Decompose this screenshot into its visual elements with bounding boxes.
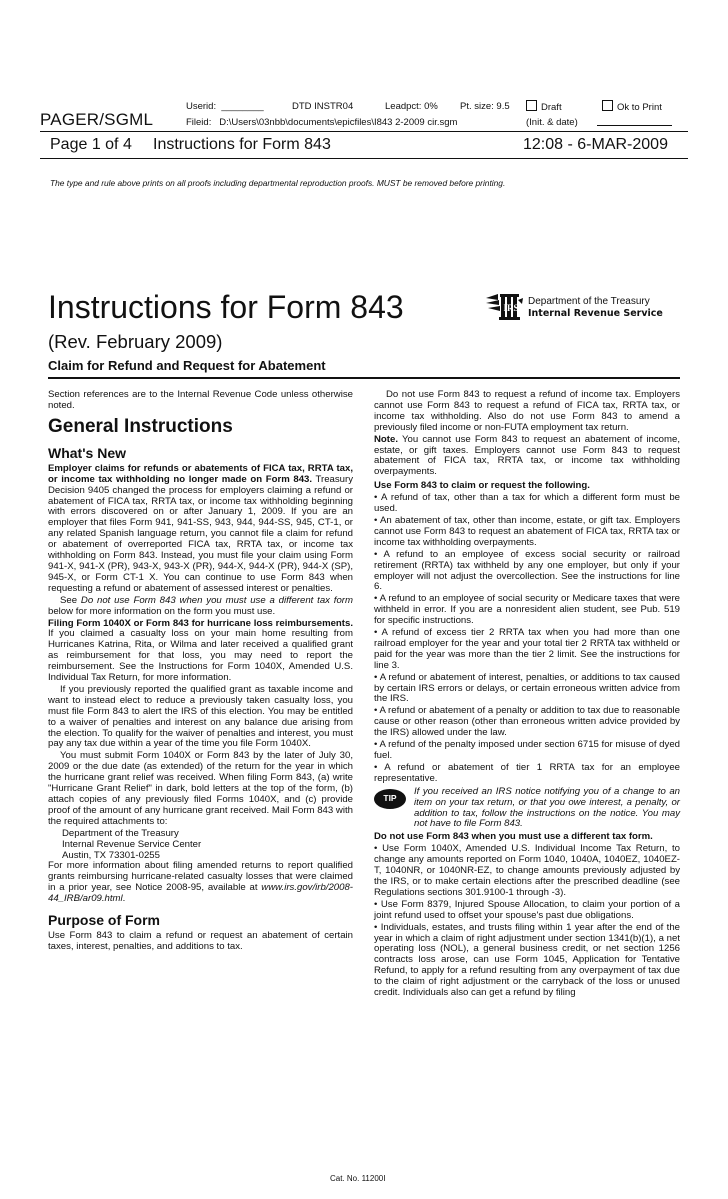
userid: Userid: ________ — [186, 101, 264, 112]
doc-name: Instructions for Form 843 — [153, 136, 331, 153]
list-item: • A refund to an employee of excess social security or railroad retirement (RRTA) tax withheld by any one employer, but only if your employer will not adjust the overcollection. See the instructions for line 6. — [374, 548, 680, 593]
heading-do-not-use: Do not use Form 843 when you must use a different tax form. — [374, 831, 653, 843]
paragraph-note: Note. You cannot use Form 843 to request an abatement of income, estate, or gift taxes. Employers cannot use Form 843 to request abatement of FICA tax, RRTA tax, or income tax withholding overpayments. — [374, 433, 680, 478]
heading-use-form: Use Form 843 to claim or request the following. — [374, 480, 590, 492]
list-item: • A refund or abatement of interest, penalties, or additions to tax caused by certain IRS errors or delays, or certain erroneous written advice from the IRS. — [374, 671, 680, 705]
department-label: Department of the Treasury — [528, 296, 650, 307]
list-item: • A refund of tax, other than a tax for which a different form must be used. — [374, 492, 680, 515]
ptsize-label: Pt. size: 9.5 — [460, 101, 510, 112]
title-rule — [48, 377, 680, 379]
tip-icon: TIP — [374, 789, 406, 809]
list-item: • A refund or abatement of tier 1 RRTA tax for an employee representative. — [374, 761, 680, 784]
form-subtitle: Claim for Refund and Request for Abatement — [48, 358, 326, 373]
heading-whats-new: What's New — [48, 444, 127, 461]
page-title: Instructions for Form 843 — [48, 289, 404, 325]
paragraph-hurricane: Filing Form 1040X or Form 843 for hurricane loss reimbursements. If you claimed a casualty loss on your main home resulting from Hurricanes Katrina, Rita, or Wilma and later received a qualified grant as reimbursement for that loss, you may need to report the reimbursement. See the Instructions for Form 1040X, Amended U.S. Individual Tax Return, for more information. — [48, 617, 353, 684]
fileid: Fileid: D:\Users\03nbb\documents\epicfiles\I843 2-2009 cir.sgm — [186, 117, 458, 128]
left-column — [48, 390, 353, 954]
paragraph-see-below: See Do not use Form 843 when you must use a different tax form below for more information on the form you must use. — [48, 594, 353, 617]
timestamp: 12:08 - 6-MAR-2009 — [523, 136, 668, 153]
list-item: • Use Form 1040X, Amended U.S. Individual Income Tax Return, to change any amounts reported on Form 1040, 1040A, 1040EZ, 1040EZ-T, 1040NR, or 1040NR-EZ, to change amounts previously adjusted by the IRS, or to make certain elections after the prescribed deadline (see Regulations sections 301.9100-1 through -3). — [374, 843, 680, 898]
paragraph-submit-deadline: You must submit Form 1040X or Form 843 by the later of July 30, 2009 or the due date (as extended) of the return for the year in which the hurricane grant relief was received. When filing Form 843, (a) write "Hurricane Grant Relief" in dark, bold letters at the top of the form, (b) attach copies of any previously filed Forms 1040X, and (c) provide proof of the amount of any hurricane grant received. Mail Form 843 with the required attachments to: — [48, 750, 353, 827]
tip-box — [374, 787, 680, 831]
irs-eagle-logo-icon — [484, 292, 524, 327]
address-line: Austin, TX 73301-0255 — [62, 849, 160, 861]
heading-general-instructions: General Instructions — [48, 415, 233, 437]
svg-text:IRS: IRS — [503, 303, 519, 313]
paragraph-purpose: Use Form 843 to claim a refund or request an abatement of certain taxes, interest, penalties, and additions to tax. — [48, 930, 353, 952]
heading-purpose-of-form: Purpose of Form — [48, 912, 161, 929]
paragraph-do-not-use: Do not use Form 843 to request a refund of income tax. Employers cannot use Form 843 to request a refund of FICA tax, RRTA tax, or income tax withholding. Also do not use Form 843 to amend a previously filed income or non-FUTA employment tax return. — [374, 389, 680, 433]
list-item: • A refund of excess tier 2 RRTA tax when you had more than one railroad employer for the year and your total tier 2 RRTA tax withheld or paid for the year was more than the tier 2 limit. See the instructions for line 3. — [374, 627, 680, 671]
list-item: • A refund of the penalty imposed under section 6715 for misuse of dyed fuel. — [374, 739, 680, 761]
paragraph-grant-election: If you previously reported the qualified grant as taxable income and want to instead elect to reduce a previously taken casualty loss, you must file Form 843 to alert the IRS of this election. You may be entitled to a waiver of penalties and interest on any balance due arising from the election. To qualify for the waiver of penalties and interest, you must pay any tax due within a year of the time you file Form 1040X. — [48, 683, 353, 750]
leadpct-label: Leadpct: 0% — [385, 101, 438, 112]
mailing-address — [62, 829, 353, 862]
ok-to-print-checkbox[interactable]: Ok to Print — [602, 100, 662, 113]
tip-text: If you received an IRS notice notifying you of a change to an item on your tax return, or that you owe interest, a penalty, or addition to tax, follow the instructions on the notice. You may not have to file Form 843. — [414, 785, 680, 830]
paragraph-employer-claims: Employer claims for refunds or abatements of FICA tax, RRTA tax, or income tax withholding no longer made on Form 843. Treasury Decision 9405 changed the process for employers claiming a refund or abatement of FICA tax, RRTA tax, or income tax withholding beginning with errors discovered on or after January 1, 2009. If you are an employer that files Form 941, 941-SS, 943, 944, 944-SS, 945, CT-1, or any related Spanish language return, you cannot file a claim for refund or abatement of overreported FICA tax, RRTA tax, or income tax withholding on Form 843. Instead, you must file your claim using Form 941-X, 941-X (PR), 943-X, 943-X (PR), 944-X, 944-X (PR), 944-X (SP), 945-X, or Form CT-1 X. You can continue to use Form 843 when requesting a refund or abatement of assessed interest or penalties. — [48, 462, 353, 594]
dtd-label: DTD INSTR04 — [292, 101, 354, 112]
paragraph-notice: For more information about filing amended returns to report qualified grants reimbursing hurricane-related casualty losses that were claimed in a prior year, see Notice 2008-95, available at www.irs.gov/irb/2008-44_IRB/ar09.html. — [48, 860, 353, 905]
checkbox-icon — [602, 100, 613, 111]
list-item: • An abatement of tax, other than income, estate, or gift tax. Employers cannot use Form 843 to request an abatement of FICA tax, RRTA tax or income tax withholding overpayments. — [374, 514, 680, 548]
intro-text: Section references are to the Internal Revenue Code unless otherwise noted. — [48, 389, 353, 411]
list-item: • Use Form 8379, Injured Spouse Allocation, to claim your portion of a joint refund used to offset your spouse's past due obligations. — [374, 898, 680, 921]
notice-link[interactable]: www.irs.gov/irb/2008-44_IRB/ar09.html — [48, 882, 353, 905]
draft-checkbox[interactable]: Draft — [526, 100, 562, 113]
header-rule-bottom — [40, 158, 688, 159]
agency-block — [528, 296, 663, 320]
irs-label: Internal Revenue Service — [528, 308, 663, 319]
header-rule-top — [40, 131, 688, 132]
right-column — [374, 390, 680, 1000]
address-line: Department of the Treasury — [62, 827, 179, 839]
init-date-line — [597, 125, 672, 126]
list-item: • Individuals, estates, and trusts filing within 1 year after the end of the year in which a claim of right adjustment under section 1341(b)(1), a net operating loss (NOL), a general business credit, or net section 1256 contracts loss arose, can use Form 1045, Application for Tentative Refund, to apply for a refund resulting from any overpayment of tax due to the claim of right adjustment or the carryback of the loss or unused credit. Individuals also can get a refund by filing — [374, 921, 680, 999]
catalog-number: Cat. No. 11200I — [330, 1174, 386, 1183]
list-item: • A refund to an employee of social security or Medicare taxes that were withheld in error. If you are a nonresident alien student, see Pub. 519 for specific instructions. — [374, 593, 680, 627]
revision-date: (Rev. February 2009) — [48, 331, 223, 352]
checkbox-icon — [526, 100, 537, 111]
list-item: • A refund or abatement of a penalty or addition to tax due to reasonable cause or other reason (other than erroneous written advice provided by the IRS) allowed under the law. — [374, 705, 680, 739]
init-date-label: (Init. & date) — [526, 117, 578, 128]
page-info: Page 1 of 4 — [50, 136, 132, 153]
address-line: Internal Revenue Service Center — [62, 838, 202, 850]
pager-sgml-label: PAGER/SGML — [40, 110, 154, 129]
proof-note: The type and rule above prints on all proofs including departmental reproduction proofs. MUST be removed before printing. — [50, 178, 506, 188]
